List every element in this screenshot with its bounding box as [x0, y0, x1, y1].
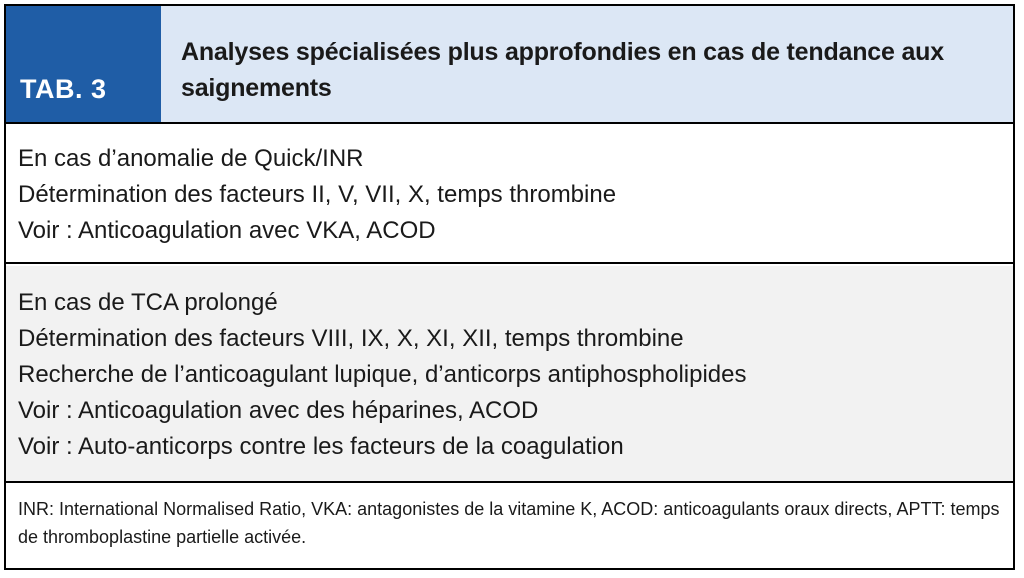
section-line: Voir : Anticoagulation avec VKA, ACOD	[18, 217, 436, 244]
section-line: Recherche de l’anticoagulant lupique, d’anticorps antiphospholipides	[18, 361, 747, 388]
table-title: Analyses spécialisées plus approfondies en cas de tendance aux saignements	[161, 6, 1013, 122]
table-header	[6, 6, 1013, 124]
section-quick-inr	[6, 124, 1013, 264]
section-line: Voir : Auto-anticorps contre les facteurs de la coagulation	[18, 433, 624, 460]
table-number-label: TAB. 3	[6, 6, 161, 122]
section-line: En cas de TCA prolongé	[18, 289, 278, 316]
section-line: En cas d’anomalie de Quick/INR	[18, 145, 364, 172]
section-line: Détermination des facteurs II, V, VII, X, temps thrombine	[18, 181, 617, 208]
table-box	[4, 4, 1015, 570]
table-footnote: INR: International Normalised Ratio, VKA: antagonistes de la vitamine K, ACOD: anticoagulants oraux directs, APTT: temps de thromboplastine partielle activée.	[18, 499, 1000, 547]
section-line: Voir : Anticoagulation avec des héparines, ACOD	[18, 397, 539, 424]
section-tca	[6, 266, 1013, 483]
section-line: Détermination des facteurs VIII, IX, X, XI, XII, temps thrombine	[18, 325, 684, 352]
